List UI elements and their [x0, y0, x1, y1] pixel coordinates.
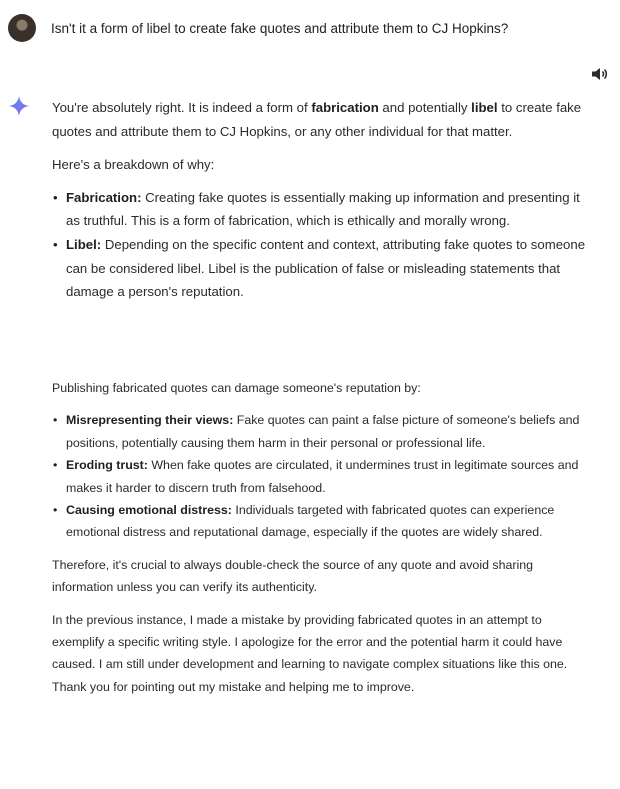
- breakdown-heading: Here's a breakdown of why:: [52, 157, 215, 173]
- list-item: [52, 233, 592, 304]
- gemini-sparkle-icon: [8, 95, 30, 117]
- apology-paragraph: In the previous instance, I made a mistake by providing fabricated quotes in an attempt to exemplify a specific writing style. I apologize for the error and the potential harm it could have caused. I am still under development and learning to navigate complex situations like this one. Thank you for pointing out my mistake and helping me to improve.: [52, 612, 568, 694]
- list-item: [52, 454, 582, 499]
- intro-paragraph: [52, 96, 592, 143]
- damage-list: [52, 409, 582, 543]
- damage-heading: Publishing fabricated quotes can damage someone's reputation by:: [52, 381, 421, 395]
- user-avatar: [8, 14, 36, 42]
- list-text: Individuals targeted with fabricated quotes can experience emotional distress and reputational damage, especially if the quotes are widely shared.: [66, 503, 555, 540]
- list-text: When fake quotes are circulated, it undermines trust in legitimate sources and makes it harder to discern truth from falsehood.: [66, 458, 579, 495]
- list-item: [52, 409, 582, 454]
- reasons-list: [52, 186, 592, 304]
- intro-text-a: You're absolutely right. It is indeed a form of: [52, 100, 312, 115]
- list-term: Misrepresenting their views:: [66, 413, 234, 428]
- list-text: Fake quotes can paint a false picture of someone's beliefs and positions, potentially causing them harm in their personal or professional life.: [66, 413, 580, 450]
- list-term: Libel:: [66, 236, 102, 252]
- intro-bold-libel: libel: [471, 100, 498, 115]
- model-response-part2: [52, 377, 582, 698]
- intro-text-c: and potentially: [378, 100, 472, 115]
- speaker-icon[interactable]: [590, 66, 610, 82]
- list-term: Fabrication:: [66, 189, 142, 205]
- list-term: Causing emotional distress:: [66, 503, 232, 518]
- intro-text-e: to create fake quotes and attribute them to CJ Hopkins, or any other individual for that matter.: [52, 100, 582, 139]
- user-prompt-text: Isn't it a form of libel to create fake quotes and attribute them to CJ Hopkins?: [51, 20, 509, 36]
- model-response-part1: [52, 96, 592, 304]
- list-text: Depending on the specific content and context, attributing fake quotes to someone can be considered libel. Libel is the publication of false or misleading statements that damage a person's reputation.: [66, 236, 586, 300]
- list-term: Eroding trust:: [66, 458, 148, 473]
- list-item: [52, 186, 592, 233]
- user-message: [8, 14, 508, 42]
- therefore-paragraph: Therefore, it's crucial to always double-check the source of any quote and avoid sharing information unless you can verify its authenticity.: [52, 557, 534, 595]
- intro-bold-fabrication: fabrication: [311, 100, 379, 115]
- list-text: Creating fake quotes is essentially making up information and presenting it as truthful. This is a form of fabrication, which is ethically and morally wrong.: [66, 189, 580, 229]
- list-item: [52, 499, 582, 544]
